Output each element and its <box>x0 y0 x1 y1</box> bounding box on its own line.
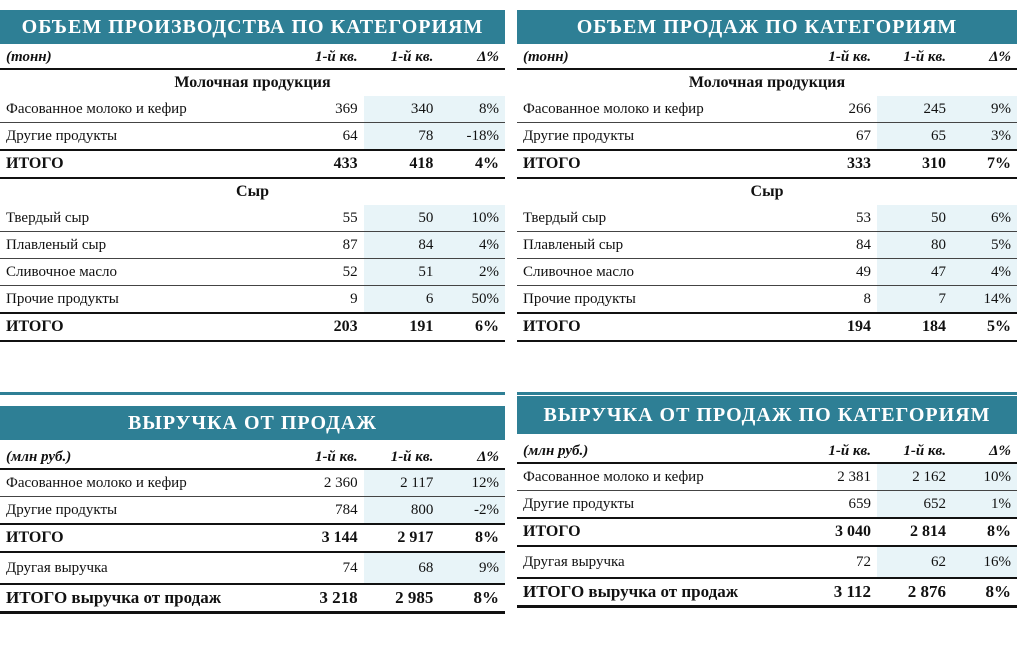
grand-total-label: ИТОГО выручка от продаж <box>0 584 288 613</box>
row-value-current: 659 <box>848 495 871 512</box>
row-label: Другие продукты <box>523 495 635 512</box>
table-header-row <box>0 46 505 69</box>
total-change: 6% <box>439 313 505 341</box>
table-row <box>0 232 505 259</box>
row-value-previous: 47 <box>877 259 952 286</box>
row-change: 8% <box>439 96 505 123</box>
table-row <box>0 469 505 497</box>
row-change: -2% <box>439 497 505 525</box>
row-label: Прочие продукты <box>6 290 119 307</box>
row-value-previous: 80 <box>877 232 952 259</box>
grand-total-change: 8% <box>439 584 505 613</box>
grand-total-previous: 2 985 <box>364 584 440 613</box>
row-change: 9% <box>439 552 505 584</box>
total-value-current: 203 <box>288 313 364 341</box>
panel-top-rule <box>517 392 1017 395</box>
col-change: Δ% <box>952 440 1017 463</box>
row-change: 5% <box>952 232 1017 259</box>
row-label: Другая выручка <box>6 559 108 576</box>
row-change: 2% <box>439 259 505 286</box>
col-change: Δ% <box>952 46 1017 69</box>
grand-total-current: 3 112 <box>802 578 877 607</box>
table-row <box>0 205 505 232</box>
section-heading-row <box>517 69 1017 96</box>
total-value-previous: 184 <box>877 313 952 341</box>
row-label: Другие продукты <box>6 127 118 144</box>
row-label: Фасованное молоко и кефир <box>0 96 288 123</box>
total-value-current: 3 144 <box>288 524 364 552</box>
col-period-current: 1-й кв. <box>802 46 877 69</box>
row-change: 3% <box>952 123 1017 151</box>
table-row <box>517 123 1017 151</box>
total-value-current: 333 <box>802 150 877 178</box>
total-label: ИТОГО <box>517 518 802 546</box>
total-change: 8% <box>439 524 505 552</box>
total-change: 8% <box>952 518 1017 546</box>
row-value-current: 784 <box>335 501 358 518</box>
panel-title: ОБЪЕМ ПРОИЗВОДСТВА ПО КАТЕГОРИЯМ <box>21 16 484 38</box>
sales-volume-table <box>517 46 1017 342</box>
row-value-current: 2 381 <box>802 463 877 491</box>
col-unit: (тонн) <box>0 46 288 69</box>
total-change: 7% <box>952 150 1017 178</box>
table-row <box>0 497 505 525</box>
total-value-previous: 2 917 <box>364 524 440 552</box>
row-value-previous: 800 <box>364 497 440 525</box>
col-unit: (млн руб.) <box>517 440 802 463</box>
col-period-previous: 1-й кв. <box>364 46 440 69</box>
total-row <box>0 150 505 178</box>
row-label: Прочие продукты <box>523 290 636 307</box>
col-period-previous: 1-й кв. <box>877 440 952 463</box>
row-change: 6% <box>952 205 1017 232</box>
total-change: 5% <box>952 313 1017 341</box>
col-period-previous: 1-й кв. <box>364 446 440 469</box>
row-change: 16% <box>952 546 1017 578</box>
row-label: Плавленый сыр <box>517 232 802 259</box>
row-change: 50% <box>439 286 505 314</box>
table-row <box>517 286 1017 314</box>
total-value-previous: 2 814 <box>877 518 952 546</box>
total-row <box>517 150 1017 178</box>
revenue-table <box>0 446 505 614</box>
row-value-current: 49 <box>802 259 877 286</box>
section-heading: Молочная продукция <box>688 74 846 91</box>
grand-total-label: ИТОГО выручка от продаж <box>517 578 802 607</box>
row-label: Фасованное молоко и кефир <box>517 96 802 123</box>
grand-total-row <box>517 578 1017 607</box>
row-value-previous: 51 <box>364 259 440 286</box>
panel-top-rule <box>0 392 505 395</box>
sales-volume-panel <box>517 10 1017 385</box>
row-change: 4% <box>952 259 1017 286</box>
row-label: Сливочное масло <box>0 259 288 286</box>
row-value-previous: 340 <box>364 96 440 123</box>
total-change: 4% <box>439 150 505 178</box>
total-value-previous: 191 <box>364 313 440 341</box>
col-period-current: 1-й кв. <box>288 446 364 469</box>
table-row <box>517 205 1017 232</box>
panel-title-banner <box>0 406 505 440</box>
row-change: 4% <box>439 232 505 259</box>
total-row <box>0 524 505 552</box>
grand-total-previous: 2 876 <box>877 578 952 607</box>
table-row <box>0 286 505 314</box>
total-label: ИТОГО <box>517 150 802 178</box>
section-heading-row <box>0 69 505 96</box>
row-label: Сливочное масло <box>517 259 802 286</box>
section-heading: Сыр <box>236 183 269 200</box>
row-value-current: 53 <box>802 205 877 232</box>
total-row <box>517 313 1017 341</box>
table-row <box>517 259 1017 286</box>
row-change: 14% <box>952 286 1017 314</box>
row-label: Другие продукты <box>523 127 635 144</box>
row-value-current: 2 360 <box>288 469 364 497</box>
panel-title: ОБЪЕМ ПРОДАЖ ПО КАТЕГОРИЯМ <box>576 16 958 38</box>
row-value-current: 74 <box>342 559 358 576</box>
grand-total-row <box>0 584 505 613</box>
panel-title-banner <box>0 10 505 44</box>
grand-total-current: 3 218 <box>288 584 364 613</box>
row-value-current: 369 <box>288 96 364 123</box>
row-value-previous: 6 <box>364 286 440 314</box>
total-value-current: 194 <box>802 313 877 341</box>
total-label: ИТОГО <box>0 524 288 552</box>
row-label: Фасованное молоко и кефир <box>517 463 802 491</box>
row-value-current: 84 <box>802 232 877 259</box>
section-heading: Сыр <box>750 183 784 200</box>
row-change: 10% <box>952 463 1017 491</box>
panel-title: ВЫРУЧКА ОТ ПРОДАЖ ПО КАТЕГОРИЯМ <box>543 404 991 426</box>
table-row <box>517 96 1017 123</box>
row-change: 10% <box>439 205 505 232</box>
row-value-current: 52 <box>288 259 364 286</box>
row-label: Другие продукты <box>6 501 118 518</box>
row-value-previous: 652 <box>877 491 952 519</box>
table-row <box>0 123 505 151</box>
row-value-previous: 78 <box>364 123 440 151</box>
row-change: -18% <box>439 123 505 151</box>
row-value-previous: 84 <box>364 232 440 259</box>
row-value-previous: 50 <box>877 205 952 232</box>
row-change: 12% <box>439 469 505 497</box>
total-row <box>517 518 1017 546</box>
col-change: Δ% <box>439 446 505 469</box>
panel-title-banner <box>517 10 1017 44</box>
row-label: Фасованное молоко и кефир <box>0 469 288 497</box>
table-row <box>517 491 1017 519</box>
revenue-panel <box>0 392 505 668</box>
row-label: Твердый сыр <box>517 205 802 232</box>
table-row <box>517 463 1017 491</box>
grand-total-change: 8% <box>952 578 1017 607</box>
panel-title-banner <box>517 396 1017 434</box>
row-value-current: 87 <box>288 232 364 259</box>
table-row <box>0 96 505 123</box>
col-change: Δ% <box>439 46 505 69</box>
row-value-previous: 2 117 <box>364 469 440 497</box>
row-value-previous: 62 <box>877 546 952 578</box>
production-volume-panel <box>0 10 505 385</box>
other-revenue-row <box>0 552 505 584</box>
total-label: ИТОГО <box>0 313 288 341</box>
revenue-by-category-panel <box>517 392 1017 668</box>
row-value-current: 9 <box>350 290 358 307</box>
section-heading-row <box>517 178 1017 205</box>
row-label: Твердый сыр <box>0 205 288 232</box>
row-value-current: 266 <box>802 96 877 123</box>
row-value-current: 55 <box>288 205 364 232</box>
table-header-row <box>0 446 505 469</box>
row-value-previous: 245 <box>877 96 952 123</box>
col-period-previous: 1-й кв. <box>877 46 952 69</box>
revenue-by-category-table <box>517 440 1017 608</box>
table-header-row <box>517 440 1017 463</box>
table-header-row <box>517 46 1017 69</box>
total-value-current: 3 040 <box>802 518 877 546</box>
col-period-current: 1-й кв. <box>802 440 877 463</box>
col-unit: (млн руб.) <box>0 446 288 469</box>
row-value-previous: 2 162 <box>877 463 952 491</box>
total-label: ИТОГО <box>0 150 288 178</box>
total-value-current: 433 <box>288 150 364 178</box>
row-value-current: 64 <box>342 127 358 144</box>
row-label: Другая выручка <box>523 553 625 570</box>
total-value-previous: 310 <box>877 150 952 178</box>
row-value-current: 67 <box>856 127 871 144</box>
row-value-previous: 68 <box>364 552 440 584</box>
total-row <box>0 313 505 341</box>
row-value-current: 8 <box>863 290 871 307</box>
row-label: Плавленый сыр <box>0 232 288 259</box>
production-table <box>0 46 505 342</box>
col-unit: (тонн) <box>517 46 802 69</box>
row-change: 9% <box>952 96 1017 123</box>
table-row <box>0 259 505 286</box>
table-row <box>517 232 1017 259</box>
row-value-current: 72 <box>856 553 871 570</box>
total-label: ИТОГО <box>517 313 802 341</box>
section-heading: Молочная продукция <box>174 74 331 91</box>
total-value-previous: 418 <box>364 150 440 178</box>
row-value-previous: 50 <box>364 205 440 232</box>
section-heading-row <box>0 178 505 205</box>
panel-title: ВЫРУЧКА ОТ ПРОДАЖ <box>127 412 378 434</box>
col-period-current: 1-й кв. <box>288 46 364 69</box>
row-change: 1% <box>952 491 1017 519</box>
other-revenue-row <box>517 546 1017 578</box>
row-value-previous: 7 <box>877 286 952 314</box>
row-value-previous: 65 <box>877 123 952 151</box>
